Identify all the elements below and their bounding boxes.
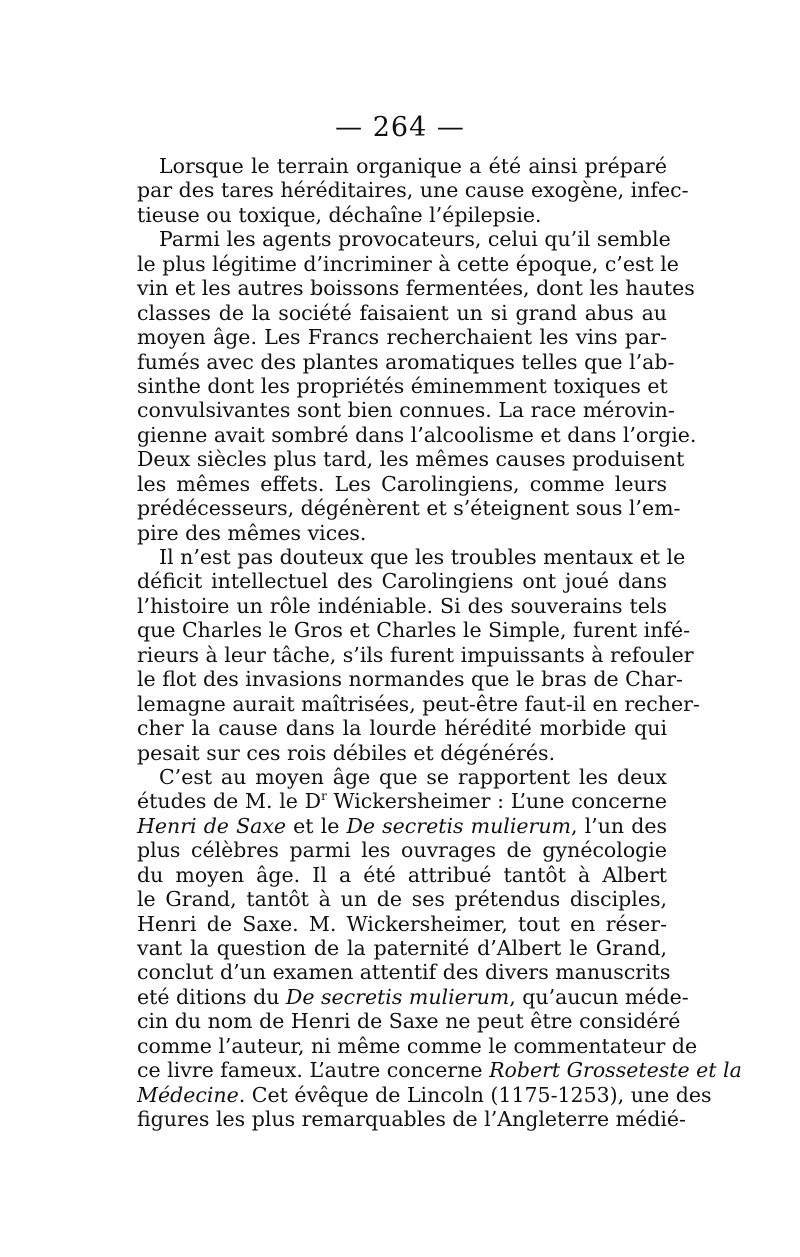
- text-line: du moyen âge. Il a été attribué tantôt à Albert: [137, 862, 667, 887]
- text-line: [137, 814, 667, 838]
- text-segment: eté ditions du: [137, 984, 286, 1009]
- text-line: convulsivantes sont bien connues. La race mérovin-: [137, 398, 675, 423]
- text-line: Lorsque le terrain organique a été ainsi préparé: [159, 154, 667, 178]
- italic-title: Robert Grosseteste et la: [489, 1058, 742, 1083]
- text-line: figures les plus remarquables de l’Angleterre médié-: [137, 1107, 686, 1132]
- text-segment: Wickersheimer : L’une concerne: [326, 789, 667, 814]
- text-line: Deux siècles plus tard, les mêmes causes produisent: [137, 447, 685, 472]
- text-line: cher la cause dans la lourde hérédité morbide qui: [137, 716, 667, 741]
- text-line: [137, 984, 689, 1009]
- text-line: Il n’est pas douteux que les troubles mentaux et le: [159, 545, 686, 569]
- text-line: cin du nom de Henri de Saxe ne peut être considéré: [137, 1009, 681, 1034]
- text-line: Henri de Saxe. M. Wickersheimer, tout en réser-: [137, 911, 667, 936]
- text-line: lemagne aurait maîtrisées, peut-être faut-il en recher-: [137, 691, 700, 716]
- superscript: r: [321, 789, 327, 804]
- text-line: par des tares héréditaires, une cause exogène, infec-: [137, 178, 689, 203]
- text-line: Parmi les agents provocateurs, celui qu’il semble: [159, 227, 671, 252]
- text-segment: études de M. le D: [137, 789, 322, 814]
- text-line: les mêmes effets. Les Carolingiens, comme leurs: [137, 471, 667, 496]
- text-line: tieuse ou toxique, déchaîne l’épilepsie.: [137, 202, 542, 227]
- text-line: le flot des invasions normandes que le bras de Char-: [137, 667, 683, 692]
- text-line: prédécesseurs, dégénèrent et s’éteignent sous l’em-: [137, 496, 681, 521]
- text-line: fumés avec des plantes aromatiques telles que l’ab-: [137, 349, 675, 374]
- text-line: [137, 1082, 712, 1107]
- text-line: rieurs à leur tâche, s’ils furent impuissants à refouler: [137, 642, 694, 667]
- text-line: le plus légitime d’incriminer à cette époque, c’est le: [137, 251, 679, 276]
- text-line: conclut d’un examen attentif des divers manuscrits: [137, 960, 671, 985]
- text-line: vin et les autres boissons fermentées, dont les hautes: [137, 276, 695, 301]
- text-segment: ce livre fameux. L’autre concerne: [137, 1058, 490, 1083]
- text-line: pesait sur ces rois débiles et dégénérés.: [137, 740, 556, 765]
- text-line: C’est au moyen âge que se rapportent les deux: [159, 764, 667, 789]
- italic-title: De secretis mulierum: [285, 984, 510, 1009]
- italic-title: Henri de Saxe: [137, 813, 287, 838]
- body-text: [137, 154, 742, 1132]
- text-line: gienne avait sombré dans l’alcoolisme et dans l’orgie.: [137, 422, 697, 447]
- text-segment: et le: [286, 813, 347, 838]
- text-line: le Grand, tantôt à un de ses prétendus disciples,: [137, 887, 667, 912]
- text-line: [137, 1058, 742, 1083]
- text-line: que Charles le Gros et Charles le Simple, furent infé-: [137, 618, 691, 643]
- text-line: classes de la société faisaient un si grand abus au: [137, 300, 667, 325]
- italic-title: De secretis mulierum: [346, 813, 571, 838]
- text-line: déficit intellectuel des Carolingiens ont joué dans: [137, 569, 667, 594]
- text-line: l’histoire un rôle indéniable. Si des souverains tels: [137, 593, 667, 618]
- text-segment: , l’un des: [570, 813, 667, 838]
- text-line: pire des mêmes vices.: [137, 520, 367, 545]
- text-segment: . Cet évêque de Lincoln (1175-1253), une des: [238, 1082, 712, 1107]
- text-line: moyen âge. Les Francs recherchaient les vins par-: [137, 325, 667, 350]
- italic-title: Médecine: [137, 1082, 239, 1107]
- page-number: — 264 —: [335, 112, 465, 143]
- text-segment: , qu’aucun méde-: [509, 984, 689, 1009]
- text-line: comme l’auteur, ni même comme le commentateur de: [137, 1033, 698, 1058]
- text-line: vant la question de la paternité d’Albert le Grand,: [137, 936, 667, 960]
- text-line: [137, 789, 667, 813]
- text-line: plus célèbres parmi les ouvrages de gynécologie: [137, 838, 667, 863]
- text-line: sinthe dont les propriétés éminemment toxiques et: [137, 373, 668, 398]
